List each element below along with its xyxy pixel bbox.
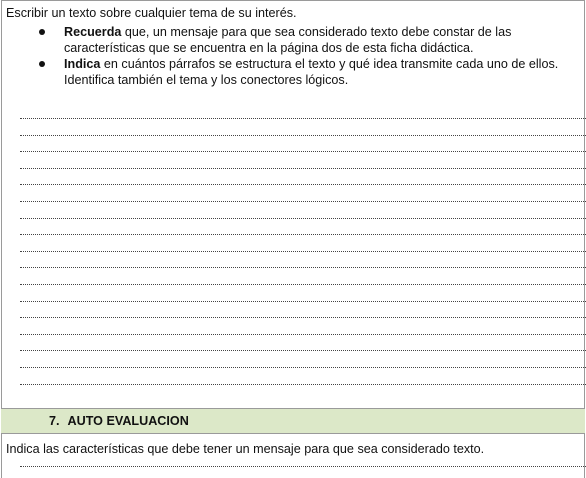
section-title bbox=[49, 414, 189, 429]
section-header-bar bbox=[1, 408, 585, 434]
writing-line[interactable] bbox=[20, 284, 586, 285]
bullet-item-indica bbox=[0, 56, 586, 88]
section-number: 7. bbox=[49, 414, 60, 428]
writing-line[interactable] bbox=[20, 135, 586, 136]
writing-line[interactable] bbox=[20, 350, 586, 351]
writing-line[interactable] bbox=[20, 367, 586, 368]
bullet-dot-icon bbox=[39, 61, 45, 67]
writing-line[interactable] bbox=[20, 184, 586, 185]
section-title-text: AUTO EVALUACION bbox=[67, 414, 189, 428]
writing-line[interactable] bbox=[20, 168, 586, 169]
activity-instruction: Escribir un texto sobre cualquier tema de su interés. bbox=[6, 6, 297, 20]
writing-lines-area[interactable] bbox=[0, 118, 586, 398]
writing-line[interactable] bbox=[20, 151, 586, 152]
writing-line[interactable] bbox=[20, 118, 586, 119]
writing-line[interactable] bbox=[20, 384, 586, 385]
answer-line[interactable] bbox=[20, 466, 586, 467]
writing-line[interactable] bbox=[20, 251, 586, 252]
writing-line[interactable] bbox=[20, 301, 586, 302]
bullet-item-recuerda bbox=[0, 24, 586, 56]
self-evaluation-prompt: Indica las características que debe tener un mensaje para que sea considerado texto. bbox=[6, 442, 485, 456]
writing-line[interactable] bbox=[20, 334, 586, 335]
activity-bullet-list bbox=[0, 24, 586, 88]
writing-line[interactable] bbox=[20, 201, 586, 202]
bullet-text: que, un mensaje para que sea considerado texto debe constar de las características que se encuentra en la página dos de esta ficha didáctica. bbox=[64, 25, 512, 55]
bullet-dot-icon bbox=[39, 29, 45, 35]
writing-line[interactable] bbox=[20, 234, 586, 235]
bullet-text: en cuántos párrafos se estructura el texto y qué idea transmite cada uno de ellos. Identifica también el tema y los conectores lógicos. bbox=[64, 57, 559, 87]
bullet-keyword: Indica bbox=[64, 57, 101, 71]
bullet-keyword: Recuerda bbox=[64, 25, 122, 39]
writing-line[interactable] bbox=[20, 317, 586, 318]
writing-line[interactable] bbox=[20, 267, 586, 268]
writing-line[interactable] bbox=[20, 218, 586, 219]
